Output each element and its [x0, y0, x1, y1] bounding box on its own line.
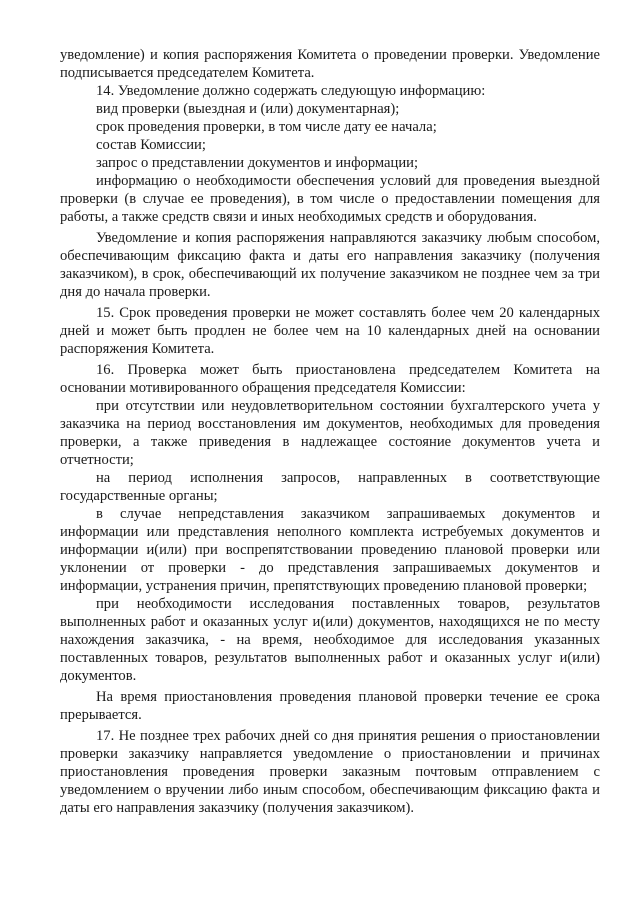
list-item-non-submission: в случае непредставления заказчиком запрашиваемых документов и информации или представления неполного комплекта истребуемых документов и информации и(или) при воспрепятствовании проведению плановой проверки или уклонении от проверки - до представления запрашиваемых документов и информации, устранения причин, препятствующих проведению плановой проверки;	[60, 506, 600, 594]
paragraph-suspension-term: На время приостановления проведения плановой проверки течение ее срока прерывается.	[60, 689, 600, 723]
document-page	[60, 46, 600, 817]
paragraph-15: 15. Срок проведения проверки не может составлять более чем 20 календарных дней и может быть продлен не более чем на 10 календарных дней на основании распоряжения Комитета.	[60, 305, 600, 357]
paragraph-14-intro: 14. Уведомление должно содержать следующую информацию:	[96, 83, 486, 99]
list-item-conditions: информацию о необходимости обеспечения условий для проведения выездной проверки (в случае ее проведения), в том числе о предоставлении помещения для работы, а также средств связи и иных необходимых средств и оборудования.	[60, 173, 600, 225]
paragraph-16-intro: 16. Проверка может быть приостановлена председателем Комитета на основании мотивированного обращения председателя Комиссии:	[60, 362, 600, 396]
list-item-check-type: вид проверки (выездная и (или) документарная);	[96, 101, 400, 117]
list-item-requests: на период исполнения запросов, направленных в соответствующие государственные органы;	[60, 470, 600, 504]
paragraph-17: 17. Не позднее трех рабочих дней со дня принятия решения о приостановлении проверки заказчику направляется уведомление о приостановлении и причинах приостановления проведения проверки заказным почтовым отправлением с уведомлением о вручении либо иным способом, обеспечивающим фиксацию факта и даты его направления заказчику (получения заказчиком).	[60, 728, 600, 816]
list-item-commission: состав Комиссии;	[96, 137, 206, 153]
paragraph-continuation: уведомление) и копия распоряжения Комитета о проведении проверки. Уведомление подписывается председателем Комитета.	[60, 47, 600, 81]
list-item-accounting: при отсутствии или неудовлетворительном состоянии бухгалтерского учета у заказчика на период восстановления им документов, необходимых для проведения проверки, а также приведения в надлежащее состояние документов учета и отчетности;	[60, 398, 600, 468]
list-item-check-term: срок проведения проверки, в том числе дату ее начала;	[96, 119, 437, 135]
list-item-documents-request: запрос о представлении документов и информации;	[96, 155, 419, 171]
list-item-research: при необходимости исследования поставленных товаров, результатов выполненных работ и оказанных услуг и(или) документов, находящихся не по месту нахождения заказчика, - на время, необходимое для исследования указанных поставленных товаров, результатов выполненных работ и оказанных услуг и(или) документов.	[60, 596, 600, 684]
paragraph-notification-delivery: Уведомление и копия распоряжения направляются заказчику любым способом, обеспечивающим фиксацию факта и даты его направления заказчику (получения заказчиком), в срок, обеспечивающий их получение заказчиком не позднее чем за три дня до начала проверки.	[60, 230, 600, 300]
